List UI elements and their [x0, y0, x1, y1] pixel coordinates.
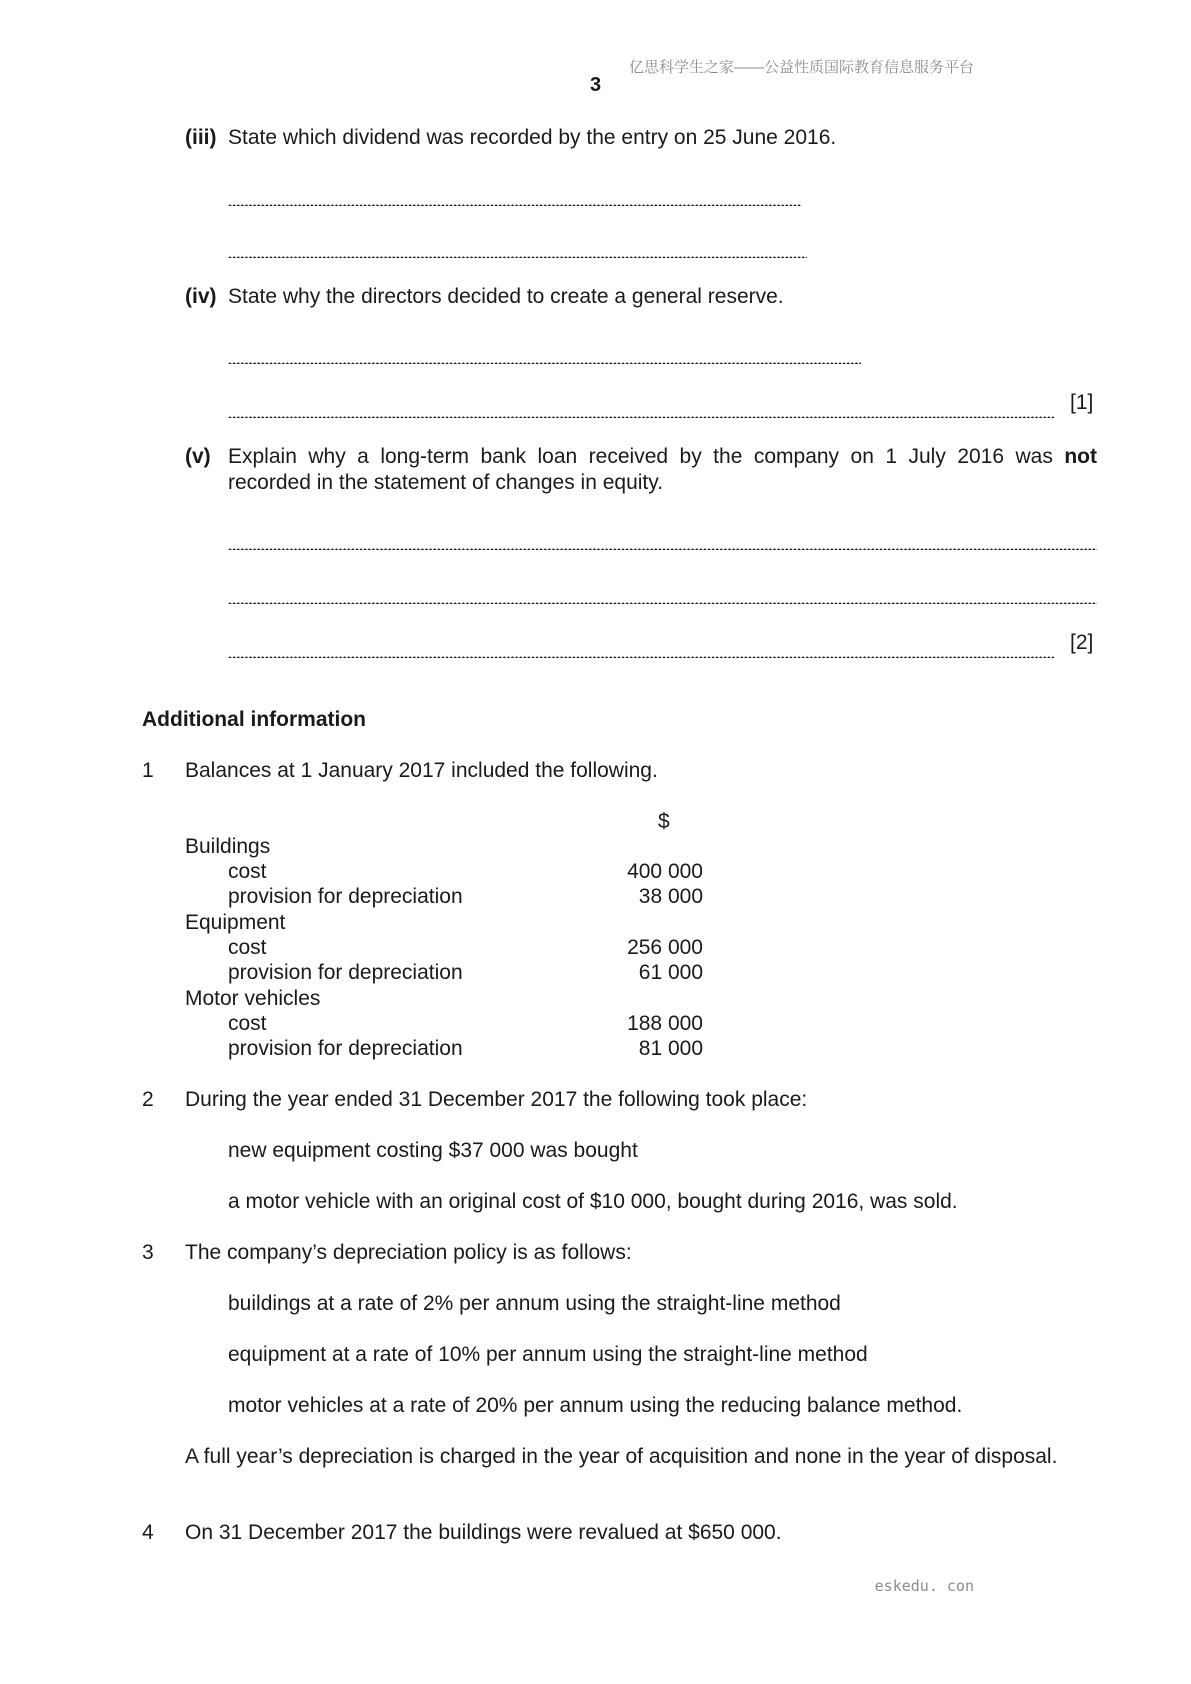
answer-line[interactable]: [228, 542, 1097, 550]
depreciation-note: A full year’s depreciation is charged in the year of acquisition and none in the year of disposal.: [185, 1445, 1058, 1468]
item-4-text: On 31 December 2017 the buildings were revalued at $650 000.: [185, 1521, 782, 1544]
answer-line[interactable]: [228, 250, 807, 258]
group-equipment: Equipment: [185, 911, 286, 934]
item-1-intro: Balances at 1 January 2017 included the following.: [185, 759, 658, 782]
question-v-text: [228, 444, 1097, 496]
watermark-header: 亿思科学生之家——公益性质国际教育信息服务平台: [628, 59, 974, 76]
row-label: cost: [228, 936, 267, 959]
question-label: (v): [185, 445, 211, 468]
question-iii-text: State which dividend was recorded by the entry on 25 June 2016.: [228, 126, 837, 149]
row-label: provision for depreciation: [228, 885, 463, 908]
answer-line[interactable]: [228, 650, 1055, 658]
answer-line[interactable]: [228, 198, 801, 206]
question-iv: [185, 284, 217, 310]
item-number: 3: [142, 1241, 154, 1264]
watermark-footer: eskedu. con: [874, 1577, 974, 1595]
list-item: motor vehicles at a rate of 20% per annum using the reducing balance method.: [228, 1394, 963, 1417]
mark-allocation: [1]: [1070, 391, 1094, 414]
question-text: Explain why a long-term bank loan received by the company on 1 July 2016 was: [228, 445, 1065, 468]
item-3-intro: The company’s depreciation policy is as follows:: [185, 1241, 632, 1264]
row-value: 61 000: [638, 961, 703, 984]
row-value: 256 000: [627, 936, 703, 959]
question-iv-text: State why the directors decided to create a general reserve.: [228, 285, 784, 308]
answer-line[interactable]: [228, 410, 1055, 418]
list-item: a motor vehicle with an original cost of $10 000, bought during 2016, was sold.: [228, 1190, 958, 1213]
item-2-intro: During the year ended 31 December 2017 the following took place:: [185, 1088, 808, 1111]
group-motor-vehicles: Motor vehicles: [185, 987, 321, 1010]
group-buildings: Buildings: [185, 835, 271, 858]
row-value: 81 000: [638, 1037, 703, 1060]
list-item: equipment at a rate of 10% per annum using the straight-line method: [228, 1343, 868, 1366]
list-item: new equipment costing $37 000 was bought: [228, 1139, 638, 1162]
row-label: provision for depreciation: [228, 1037, 463, 1060]
answer-line[interactable]: [228, 596, 1097, 604]
currency-header: $: [658, 810, 670, 833]
mark-allocation: [2]: [1070, 631, 1094, 654]
question-v: [185, 444, 211, 470]
page-number: 3: [589, 74, 602, 96]
question-label: (iv): [185, 285, 217, 308]
row-label: provision for depreciation: [228, 961, 463, 984]
row-value: 400 000: [627, 860, 703, 883]
row-label: cost: [228, 1012, 267, 1035]
answer-line[interactable]: [228, 356, 861, 364]
section-heading: Additional information: [142, 708, 366, 731]
question-text: recorded in the statement of changes in equity.: [228, 471, 664, 494]
item-number: 4: [142, 1521, 154, 1544]
emphasis-not: not: [1064, 445, 1097, 468]
question-label: (iii): [185, 126, 217, 149]
item-number: 1: [142, 759, 154, 782]
item-number: 2: [142, 1088, 154, 1111]
row-label: cost: [228, 860, 267, 883]
row-value: 188 000: [627, 1012, 703, 1035]
list-item: buildings at a rate of 2% per annum using the straight-line method: [228, 1292, 841, 1315]
row-value: 38 000: [638, 885, 703, 908]
question-iii: [185, 125, 217, 151]
